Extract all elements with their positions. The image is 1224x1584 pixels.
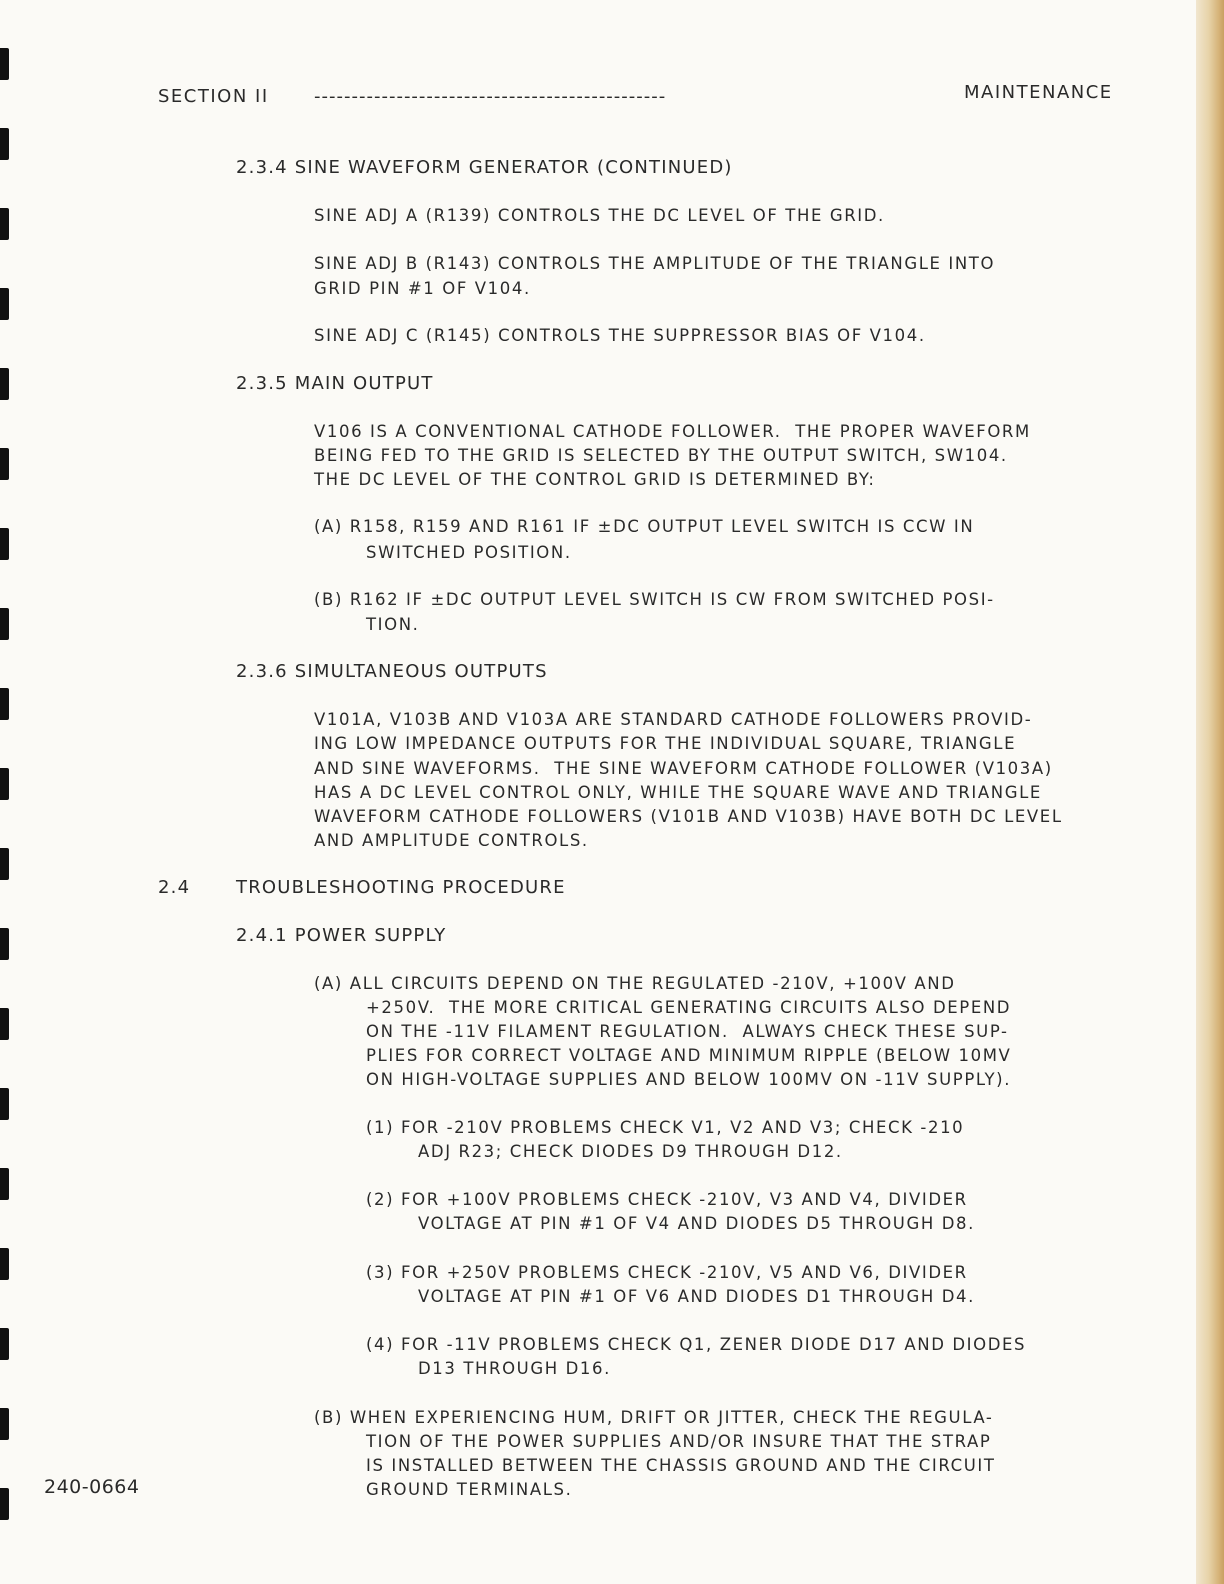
binding-hole — [0, 528, 9, 560]
text-line: THE DC LEVEL OF THE CONTROL GRID IS DETERMINED BY: — [314, 470, 876, 489]
text-line: (1) FOR -210V PROBLEMS CHECK V1, V2 AND V3; CHECK -210 — [366, 1118, 965, 1137]
text-line: VOLTAGE AT PIN #1 OF V6 AND DIODES D1 THROUGH D4. — [418, 1287, 975, 1306]
binding-hole — [0, 1488, 9, 1520]
section-title: MAINTENANCE — [964, 82, 1113, 103]
text-line: +250V. THE MORE CRITICAL GENERATING CIRCUITS ALSO DEPEND — [366, 998, 1012, 1017]
text-line: ADJ R23; CHECK DIODES D9 THROUGH D12. — [418, 1142, 843, 1161]
text-line: ON HIGH-VOLTAGE SUPPLIES AND BELOW 100MV ON -11V SUPPLY). — [366, 1070, 1012, 1089]
text-line: ING LOW IMPEDANCE OUTPUTS FOR THE INDIVIDUAL SQUARE, TRIANGLE — [314, 734, 1017, 753]
text-line: WAVEFORM CATHODE FOLLOWERS (V101B AND V103B) HAVE BOTH DC LEVEL — [314, 807, 1063, 826]
text-line: SINE ADJ C (R145) CONTROLS THE SUPPRESSOR BIAS OF V104. — [314, 326, 926, 345]
heading-2-3-5: 2.3.5 MAIN OUTPUT — [236, 373, 434, 394]
text-line: V101A, V103B AND V103A ARE STANDARD CATHODE FOLLOWERS PROVID- — [314, 710, 1033, 729]
text-line: (A) ALL CIRCUITS DEPEND ON THE REGULATED -210V, +100V AND — [314, 974, 956, 993]
text-line: D13 THROUGH D16. — [418, 1359, 611, 1378]
text-line: (B) R162 IF ±DC OUTPUT LEVEL SWITCH IS CW FROM SWITCHED POSI- — [314, 590, 995, 609]
text-line: VOLTAGE AT PIN #1 OF V4 AND DIODES D5 THROUGH D8. — [418, 1214, 975, 1233]
text-line: SWITCHED POSITION. — [366, 543, 572, 562]
binding-hole — [0, 208, 9, 240]
binding-hole — [0, 608, 9, 640]
text-line: AND AMPLITUDE CONTROLS. — [314, 831, 589, 850]
section-label: SECTION II — [158, 86, 269, 107]
binding-hole — [0, 848, 9, 880]
binding-hole — [0, 1088, 9, 1120]
text-line: (A) R158, R159 AND R161 IF ±DC OUTPUT LEVEL SWITCH IS CCW IN — [314, 517, 975, 536]
text-line: V106 IS A CONVENTIONAL CATHODE FOLLOWER. THE PROPER WAVEFORM — [314, 422, 1031, 441]
text-line: BEING FED TO THE GRID IS SELECTED BY THE OUTPUT SWITCH, SW104. — [314, 446, 1008, 465]
document-number: 240-0664 — [44, 1476, 140, 1498]
text-line: SINE ADJ B (R143) CONTROLS THE AMPLITUDE OF THE TRIANGLE INTO — [314, 254, 996, 273]
heading-2-3-4: 2.3.4 SINE WAVEFORM GENERATOR (CONTINUED) — [236, 157, 733, 178]
text-line: TION. — [366, 615, 420, 634]
binding-hole — [0, 768, 9, 800]
text-line: (4) FOR -11V PROBLEMS CHECK Q1, ZENER DIODE D17 AND DIODES — [366, 1335, 1027, 1354]
page-edge — [1196, 0, 1224, 1584]
binding-hole — [0, 1328, 9, 1360]
binding-hole — [0, 128, 9, 160]
heading-2-4-1: 2.4.1 POWER SUPPLY — [236, 925, 447, 946]
text-line: PLIES FOR CORRECT VOLTAGE AND MINIMUM RIPPLE (BELOW 10MV — [366, 1046, 1012, 1065]
text-line: GRID PIN #1 OF V104. — [314, 279, 531, 298]
text-line: TION OF THE POWER SUPPLIES AND/OR INSURE THAT THE STRAP — [366, 1432, 992, 1451]
binding-hole — [0, 928, 9, 960]
text-line: IS INSTALLED BETWEEN THE CHASSIS GROUND AND THE CIRCUIT — [366, 1456, 996, 1475]
text-line: ON THE -11V FILAMENT REGULATION. ALWAYS CHECK THESE SUP- — [366, 1022, 1009, 1041]
binding-hole — [0, 1408, 9, 1440]
heading-2-4-number: 2.4 — [158, 877, 191, 898]
text-line: (B) WHEN EXPERIENCING HUM, DRIFT OR JITTER, CHECK THE REGULA- — [314, 1408, 994, 1427]
text-line: GROUND TERMINALS. — [366, 1480, 573, 1499]
text-line: HAS A DC LEVEL CONTROL ONLY, WHILE THE SQUARE WAVE AND TRIANGLE — [314, 783, 1042, 802]
binding-hole — [0, 1168, 9, 1200]
binding-hole — [0, 448, 9, 480]
text-line: AND SINE WAVEFORMS. THE SINE WAVEFORM CATHODE FOLLOWER (V103A) — [314, 759, 1053, 778]
text-line: SINE ADJ A (R139) CONTROLS THE DC LEVEL OF THE GRID. — [314, 206, 885, 225]
heading-2-4-title: TROUBLESHOOTING PROCEDURE — [236, 877, 566, 898]
binding-hole — [0, 688, 9, 720]
binding-hole — [0, 368, 9, 400]
binding-hole — [0, 288, 9, 320]
binding-hole — [0, 1248, 9, 1280]
heading-2-3-6: 2.3.6 SIMULTANEOUS OUTPUTS — [236, 661, 548, 682]
text-line: (3) FOR +250V PROBLEMS CHECK -210V, V5 AND V6, DIVIDER — [366, 1263, 968, 1282]
text-line: (2) FOR +100V PROBLEMS CHECK -210V, V3 AND V4, DIVIDER — [366, 1190, 968, 1209]
binding-hole — [0, 1008, 9, 1040]
header-rule: ----------------------------------------------- — [314, 86, 667, 107]
binding-hole — [0, 48, 9, 80]
